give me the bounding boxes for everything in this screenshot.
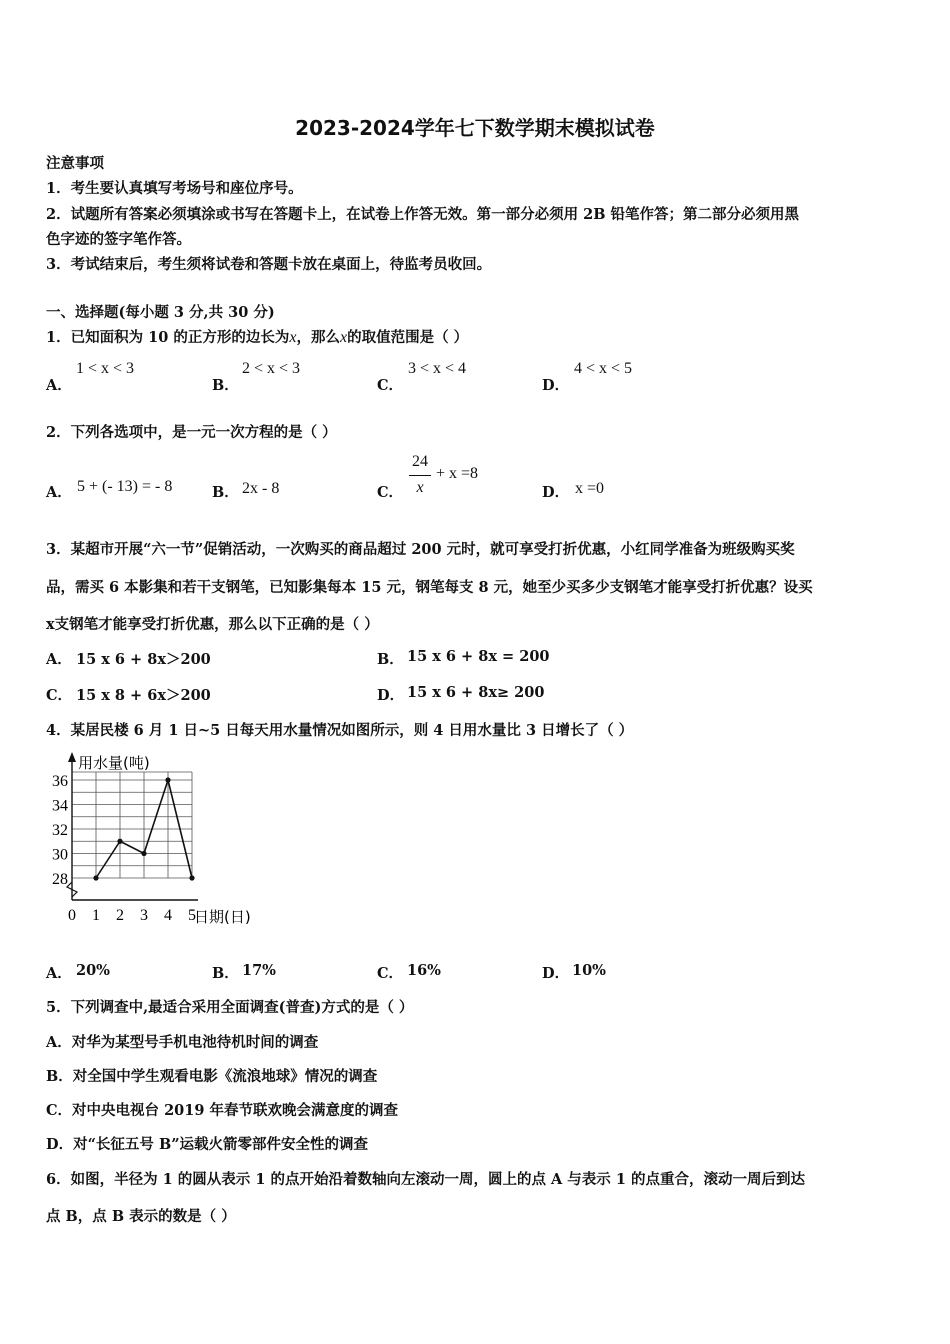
question-5-stem: 5．下列调查中,最适合采用全面调查(普查)方式的是（ ） — [46, 999, 414, 1016]
option-expr: 5 + (- 13) = - 8 — [77, 478, 173, 495]
question-3-line: 3．某超市开展“六一节”促销活动，一次购买的商品超过 200 元时，就可享受打折优惠，小红同学准备为班级购买奖 — [46, 541, 795, 558]
data-point — [165, 777, 170, 782]
y-tick-label: 34 — [52, 797, 68, 815]
question-5-option: A．对华为某型号手机电池待机时间的调查 — [46, 1034, 319, 1051]
question-3-line: x支钢笔才能享受打折优惠，那么以下正确的是（ ） — [46, 616, 379, 633]
variable-x: x — [289, 329, 297, 346]
page-title: 2023-2024学年七下数学期末模拟试卷 — [295, 116, 655, 140]
option-label: C． — [377, 377, 404, 394]
question-2-stem: 2．下列各选项中，是一元一次方程的是（ ） — [46, 424, 337, 441]
option-label: B． — [212, 377, 239, 394]
fraction-numerator: 24 — [412, 453, 428, 470]
option-label: B． — [212, 484, 239, 501]
option-label: A． — [46, 965, 72, 982]
notice-heading: 注意事项 — [46, 155, 104, 172]
option-expr: 20% — [76, 962, 110, 979]
option-expr: + x =8 — [436, 465, 479, 482]
option-expr: 1 < x < 3 — [76, 360, 135, 377]
question-1-stem: 1．已知面积为 10 的正方形的边长为x，那么x的取值范围是（ ） — [46, 329, 469, 346]
option-expr: 15 x 6 + 8x = 200 — [407, 648, 550, 665]
x-tick-label: 0 — [68, 907, 76, 924]
question-4-stem: 4．某居民楼 6 月 1 日~5 日每天用水量情况如图所示，则 4 日用水量比 3 日增长了（ ） — [46, 722, 634, 739]
notice-item: 3．考试结束后，考生须将试卷和答题卡放在桌面上，待监考员收回。 — [46, 256, 492, 273]
y-axis-arrow — [68, 752, 76, 762]
question-5-option: B．对全国中学生观看电影《流浪地球》情况的调查 — [46, 1068, 378, 1085]
data-point — [93, 875, 98, 880]
notice-item: 色字迹的签字笔作答。 — [46, 231, 191, 248]
x-tick-label: 4 — [164, 907, 172, 924]
option-expr: 15 x 6 + 8x≥ 200 — [407, 684, 545, 701]
question-6-line: 点 B，点 B 表示的数是（ ） — [46, 1208, 236, 1225]
option-label: A． — [46, 484, 72, 501]
y-tick-label: 36 — [52, 773, 68, 790]
y-tick-label: 28 — [52, 871, 68, 888]
y-tick-label: 32 — [52, 822, 68, 839]
option-label: D． — [542, 377, 570, 394]
fraction-denominator: x — [416, 479, 424, 496]
option-expr: 10% — [572, 962, 606, 979]
option-expr: 3 < x < 4 — [408, 360, 467, 377]
option-label: C． — [377, 965, 404, 982]
section-heading: 一、选择题(每小题 3 分,共 30 分) — [46, 304, 275, 321]
option-expr: 15 x 8 + 6x＞200 — [76, 687, 211, 704]
data-point — [141, 851, 146, 856]
option-expr: 16% — [407, 962, 441, 979]
notice-item: 1．考生要认真填写考场号和座位序号。 — [46, 180, 303, 197]
x-tick-label: 1 — [92, 907, 100, 924]
data-point — [117, 839, 122, 844]
option-expr: 15 x 6 + 8x＞200 — [76, 651, 211, 668]
option-label: D． — [542, 965, 570, 982]
water-usage-chart — [44, 750, 284, 930]
option-expr: x =0 — [575, 480, 605, 497]
question-3-line: 品，需买 6 本影集和若干支钢笔，已知影集每本 15 元，钢笔每支 8 元，她至少买多少支钢笔才能享受打折优惠？设买 — [46, 579, 813, 596]
option-expr: 17% — [242, 962, 276, 979]
y-tick-label: 30 — [52, 846, 68, 864]
option-label: B． — [377, 651, 404, 668]
x-tick-label: 5 — [188, 907, 196, 924]
option-label: B． — [212, 965, 239, 982]
x-tick-label: 3 — [140, 907, 148, 924]
data-point — [189, 875, 194, 880]
option-label: A． — [46, 377, 72, 394]
option-label: C． — [377, 484, 404, 501]
x-axis-label: 日期(日) — [194, 908, 251, 926]
option-expr: 2 < x < 3 — [242, 360, 301, 377]
option-label: D． — [542, 484, 570, 501]
notice-item: 2．试题所有答案必须填涂或书写在答题卡上，在试卷上作答无效。第一部分必须用 2B 铅笔作答；第二部分必须用黑 — [46, 206, 800, 223]
question-5-option: D．对“长征五号 B”运载火箭零部件安全性的调查 — [46, 1136, 369, 1153]
x-tick-label: 2 — [116, 907, 124, 924]
question-5-option: C．对中央电视台 2019 年春节联欢晚会满意度的调查 — [46, 1102, 398, 1119]
option-expr: 4 < x < 5 — [574, 360, 633, 377]
option-label: C． — [46, 687, 73, 704]
variable-x: x — [339, 329, 348, 346]
option-expr: 2x - 8 — [242, 480, 280, 497]
option-label: D． — [377, 687, 405, 704]
option-label: A． — [46, 651, 72, 668]
y-axis-label: 用水量(吨) — [78, 754, 150, 772]
fraction-bar — [409, 475, 431, 476]
question-6-line: 6．如图，半径为 1 的圆从表示 1 的点开始沿着数轴向左滚动一周，圆上的点 A 与表示 1 的点重合，滚动一周后到达 — [46, 1171, 805, 1188]
